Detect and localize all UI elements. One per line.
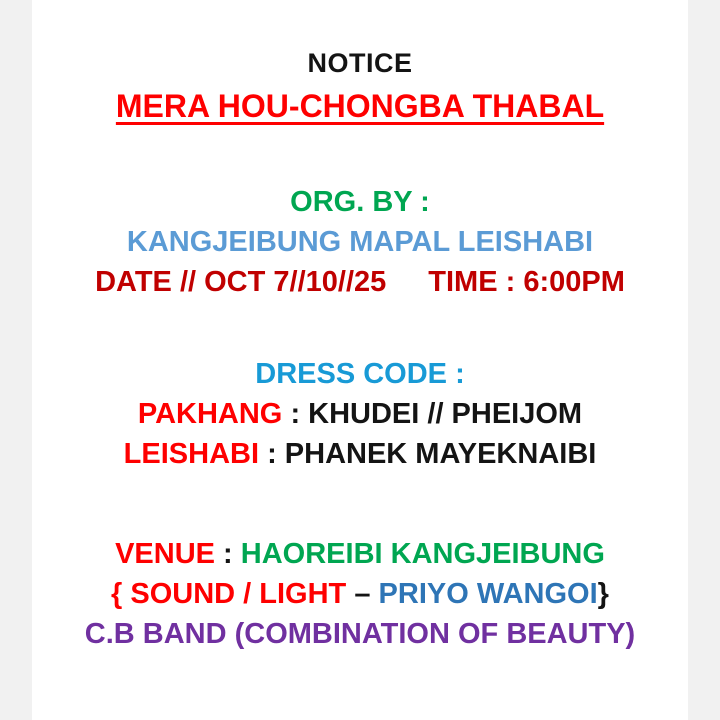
spacer	[32, 130, 688, 182]
venue-label: VENUE	[115, 538, 215, 570]
leishabi-value: : PHANEK MAYEKNAIBI	[267, 438, 597, 470]
pakhang-value: : KHUDEI // PHEIJOM	[290, 398, 583, 430]
pakhang-line	[32, 394, 688, 434]
pakhang-label: PAKHANG	[137, 398, 283, 430]
venue-line	[32, 534, 688, 574]
time-text: TIME : 6:00PM	[428, 266, 625, 298]
leishabi-label: LEISHABI	[123, 438, 260, 470]
closing-brace: }	[597, 578, 609, 610]
band-line: C.B BAND (COMBINATION OF BEAUTY)	[84, 618, 636, 650]
right-margin-rail	[688, 0, 720, 720]
sound-provider: PRIYO WANGOI	[378, 578, 598, 610]
venue-separator: :	[223, 538, 233, 570]
leishabi-line	[32, 434, 688, 474]
venue-place: HAOREIBI KANGJEIBUNG	[240, 538, 605, 570]
notice-heading: NOTICE	[307, 48, 413, 78]
date-time-line	[32, 262, 688, 302]
event-title: MERA HOU-CHONGBA THABAL	[115, 88, 605, 124]
dash: –	[354, 578, 371, 610]
spacer	[32, 474, 688, 534]
org-by-label: ORG. BY :	[290, 186, 430, 218]
notice-document	[32, 0, 688, 720]
organizer-name: KANGJEIBUNG MAPAL LEISHABI	[126, 226, 594, 258]
sound-light-line	[32, 574, 688, 614]
spacer	[32, 302, 688, 354]
dress-code-label: DRESS CODE :	[255, 358, 465, 390]
date-text: DATE // OCT 7//10//25	[95, 266, 387, 298]
left-margin-rail	[0, 0, 32, 720]
sound-light-text: { SOUND / LIGHT	[111, 578, 347, 610]
